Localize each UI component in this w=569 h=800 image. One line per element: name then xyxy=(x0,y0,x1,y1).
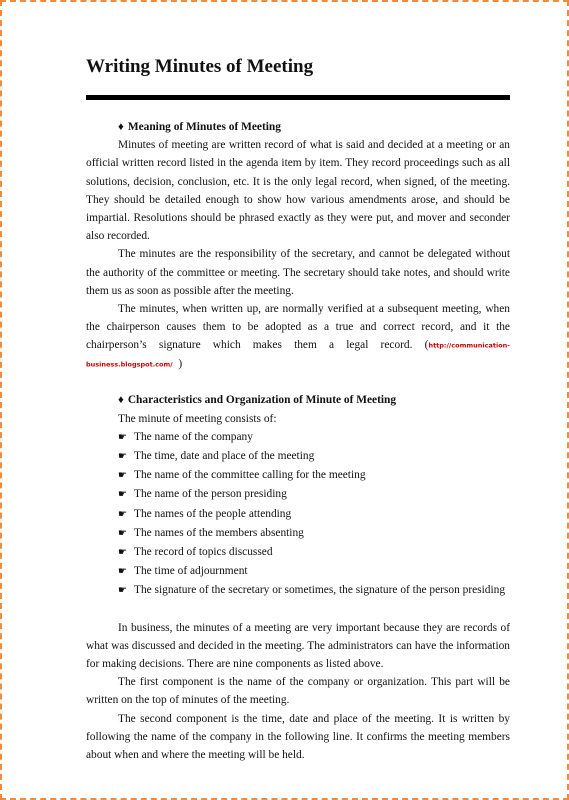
component-list xyxy=(86,428,510,601)
diamond-icon: ♦ xyxy=(118,121,124,133)
source-link[interactable]: http://communication-business.blogspot.com/ xyxy=(86,341,510,369)
paragraph: Minutes of meeting are written record of what is said and decided at a meeting or an official written record listed in the agenda item by item. They record proceedings such as all solutions, decision, conclusion, etc. It is the only legal record, when signed, of the meeting. They should be detailed enough to show how various amendments arose, and should be impartial. Resolutions should be phrased exactly as they were put, and mover and seconder also recorded. xyxy=(86,139,510,243)
list-item: ☛ The signature of the secretary or sometimes, the signature of the person presiding xyxy=(118,581,510,600)
close-paren: ) xyxy=(178,357,183,370)
pointing-hand-icon: ☛ xyxy=(118,585,127,597)
list-item: ☛ The names of the people attending xyxy=(118,505,510,524)
paragraph: In business, the minutes of a meeting are very important because they are records of what was discussed and decided in the meeting. The administrators can have the information for making decisions. There are nine components as listed above. xyxy=(86,621,510,671)
pointing-hand-icon: ☛ xyxy=(118,566,127,578)
pointing-hand-icon: ☛ xyxy=(118,431,127,443)
document-title: Writing Minutes of Meeting xyxy=(86,56,314,77)
list-intro: The minute of meeting consists of: xyxy=(118,412,277,425)
diamond-icon: ♦ xyxy=(118,394,124,407)
document-body xyxy=(86,118,510,764)
pointing-hand-icon: ☛ xyxy=(118,489,127,501)
list-item: ☛ The time, date and place of the meeting xyxy=(118,447,510,466)
section-heading-text: Meaning of Minutes of Meeting xyxy=(127,121,281,133)
paragraph: The minutes are the responsibility of the secretary, and cannot be delegated without the authority of the committee or meeting. The secretary should take notes, and should write them us as soon as possible after the meeting. xyxy=(86,248,510,297)
title-rule xyxy=(86,95,510,100)
pointing-hand-icon: ☛ xyxy=(118,451,127,463)
pointing-hand-icon: ☛ xyxy=(118,527,127,539)
section-heading-meaning xyxy=(86,118,510,136)
pointing-hand-icon: ☛ xyxy=(118,508,127,520)
paragraph-text: The minutes, when written up, are normally verified at a subsequent meeting, when the chairperson causes them to be adopted as a true and correct record, and it the chairperson’s signature which makes them a legal record. ( xyxy=(86,303,510,352)
section-heading-text: Characteristics and Organization of Minute of Meeting xyxy=(127,394,397,407)
pointing-hand-icon: ☛ xyxy=(118,470,127,482)
list-item: ☛ The time of adjournment xyxy=(118,562,510,581)
pointing-hand-icon: ☛ xyxy=(118,547,127,559)
list-item: ☛ The name of the committee calling for the meeting xyxy=(118,466,510,485)
list-item: ☛ The names of the members absenting xyxy=(118,524,510,543)
paragraph: The first component is the name of the company or organization. This part will be written on the top of minutes of the meeting. xyxy=(86,676,510,707)
section-heading-characteristics xyxy=(86,391,510,409)
list-item: ☛ The name of the person presiding xyxy=(118,485,510,504)
list-item: ☛ The record of topics discussed xyxy=(118,543,510,562)
paragraph xyxy=(86,300,510,373)
paragraph: The second component is the time, date and place of the meeting. It is written by following the name of the company in the following line. It confirms the meeting members about when and where the meeting will be held. xyxy=(86,712,510,762)
list-item: ☛ The name of the company xyxy=(118,428,510,447)
